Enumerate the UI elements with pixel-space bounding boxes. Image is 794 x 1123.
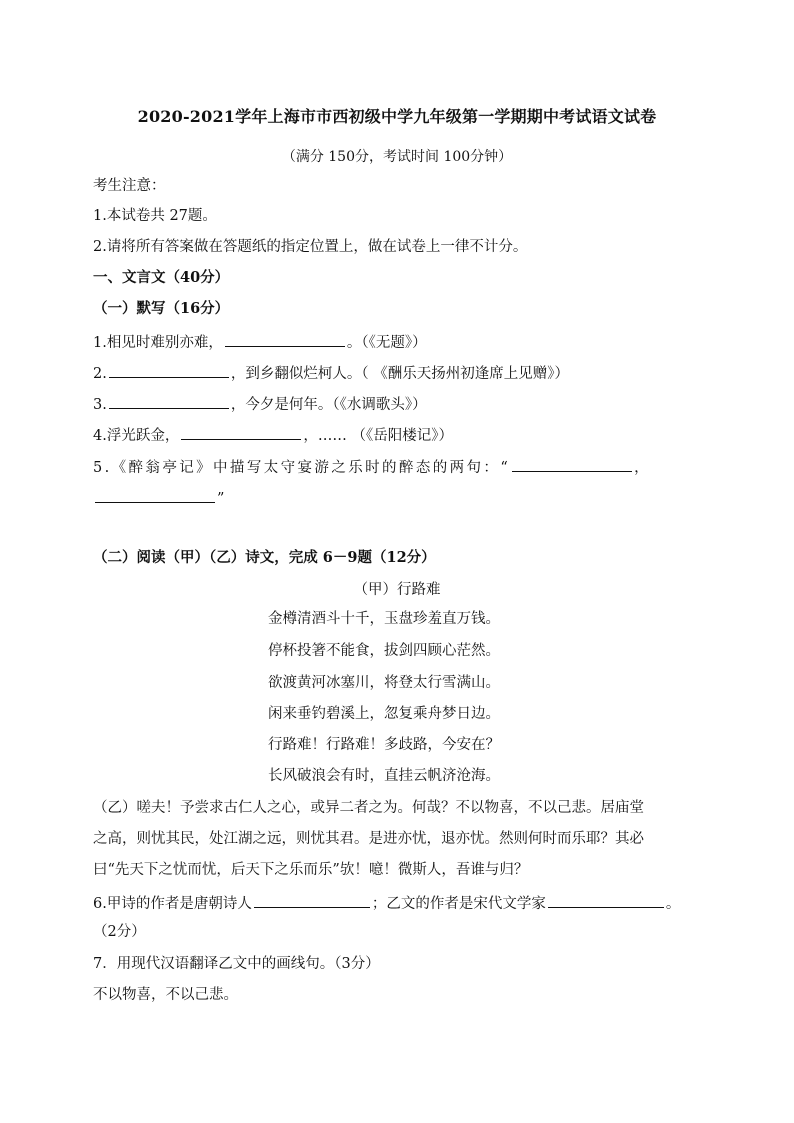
question-7: 7．用现代汉语翻译乙文中的画线句。（3分） (93, 956, 380, 972)
answer-blank-2[interactable] (109, 361, 229, 378)
poem-line-5: 行路难！行路难！多歧路，今安在？ (268, 737, 500, 753)
question-3 (93, 392, 427, 415)
answer-blank-4[interactable] (181, 423, 301, 440)
question-2-suffix: ，到乡翻似烂柯人。（ 《酬乐天扬州初逢席上见赠》） (230, 366, 569, 382)
answer-blank-1[interactable] (225, 330, 345, 347)
question-6-middle: ；乙文的作者是宋代文学家 (371, 896, 546, 912)
poem-line-6: 长风破浪会有时，直挂云帆济沧海。 (268, 768, 500, 784)
prose-line-3: 曰“先天下之忧而忧，后天下之乐而乐”欤！噫！微斯人，吾谁与归？ (93, 862, 529, 878)
question-4 (93, 423, 453, 446)
section-1-heading: 一、文言文（40分） (93, 269, 230, 286)
notice-heading: 考生注意： (93, 178, 166, 194)
answer-blank-5b[interactable] (95, 486, 215, 503)
question-1 (93, 330, 427, 353)
answer-blank-3[interactable] (109, 392, 229, 409)
question-6-prefix: 6.甲诗的作者是唐朝诗人 (93, 896, 252, 912)
poem-line-3: 欲渡黄河冰塞川，将登太行雪满山。 (268, 675, 500, 691)
prose-line-2: 之高，则忧其民，处江湖之远，则忧其君。是进亦忧，退亦忧。然则何时而乐耶？其必 (93, 831, 644, 847)
reading-heading: （二）阅读（甲）（乙）诗文，完成 6－9题（12分） (93, 549, 436, 566)
prose-line-1: （乙）嗟夫！予尝求古仁人之心，或异二者之为。何哉？不以物喜，不以己悲。居庙堂 (93, 800, 644, 816)
question-6 (93, 891, 680, 914)
question-1-suffix: 。（《无题》） (346, 335, 427, 351)
exam-title: 2020-2021学年上海市市西初级中学九年级第一学期期中考试语文试卷 (137, 107, 657, 126)
poem-line-2: 停杯投箸不能食，拔剑四顾心茫然。 (268, 643, 500, 659)
question-5-prefix: 5.《醉翁亭记》中描写太守宴游之乐时的醉态的两句：“ (93, 460, 511, 476)
question-5-continued (93, 486, 224, 509)
question-3-suffix: ，今夕是何年。（《水调歌头》） (230, 397, 427, 413)
question-2-prefix: 2. (93, 366, 107, 382)
question-7-sentence: 不以物喜，不以己悲。 (93, 987, 238, 1003)
answer-blank-6a[interactable] (254, 891, 370, 908)
question-5 (93, 455, 651, 478)
question-2 (93, 361, 569, 384)
notice-item-1: 1.本试卷共 27题。 (93, 208, 217, 224)
question-1-prefix: 1.相见时难别亦难， (93, 335, 223, 351)
question-3-prefix: 3. (93, 397, 107, 413)
poem-line-1: 金樽清酒斗十千，玉盘珍羞直万钱。 (268, 611, 500, 627)
question-5-comma: ， (634, 460, 652, 476)
question-6-score: （2分） (93, 924, 146, 940)
poem-line-4: 闲来垂钓碧溪上，忽复乘舟梦日边。 (268, 706, 500, 722)
question-6-suffix: 。 (665, 896, 681, 912)
exam-subtitle: （满分 150分，考试时间 100分钟） (281, 149, 513, 165)
part-1-heading: （一）默写（16分） (93, 300, 230, 317)
notice-item-2: 2.请将所有答案做在答题纸的指定位置上，做在试卷上一律不计分。 (93, 239, 528, 255)
answer-blank-5a[interactable] (512, 455, 632, 472)
question-5-end: ” (217, 491, 225, 507)
answer-blank-6b[interactable] (548, 891, 664, 908)
question-4-prefix: 4.浮光跃金， (93, 428, 180, 444)
question-4-suffix: ，…… （《岳阳楼记》） (303, 428, 453, 444)
poem-title: （甲）行路难 (353, 582, 441, 598)
